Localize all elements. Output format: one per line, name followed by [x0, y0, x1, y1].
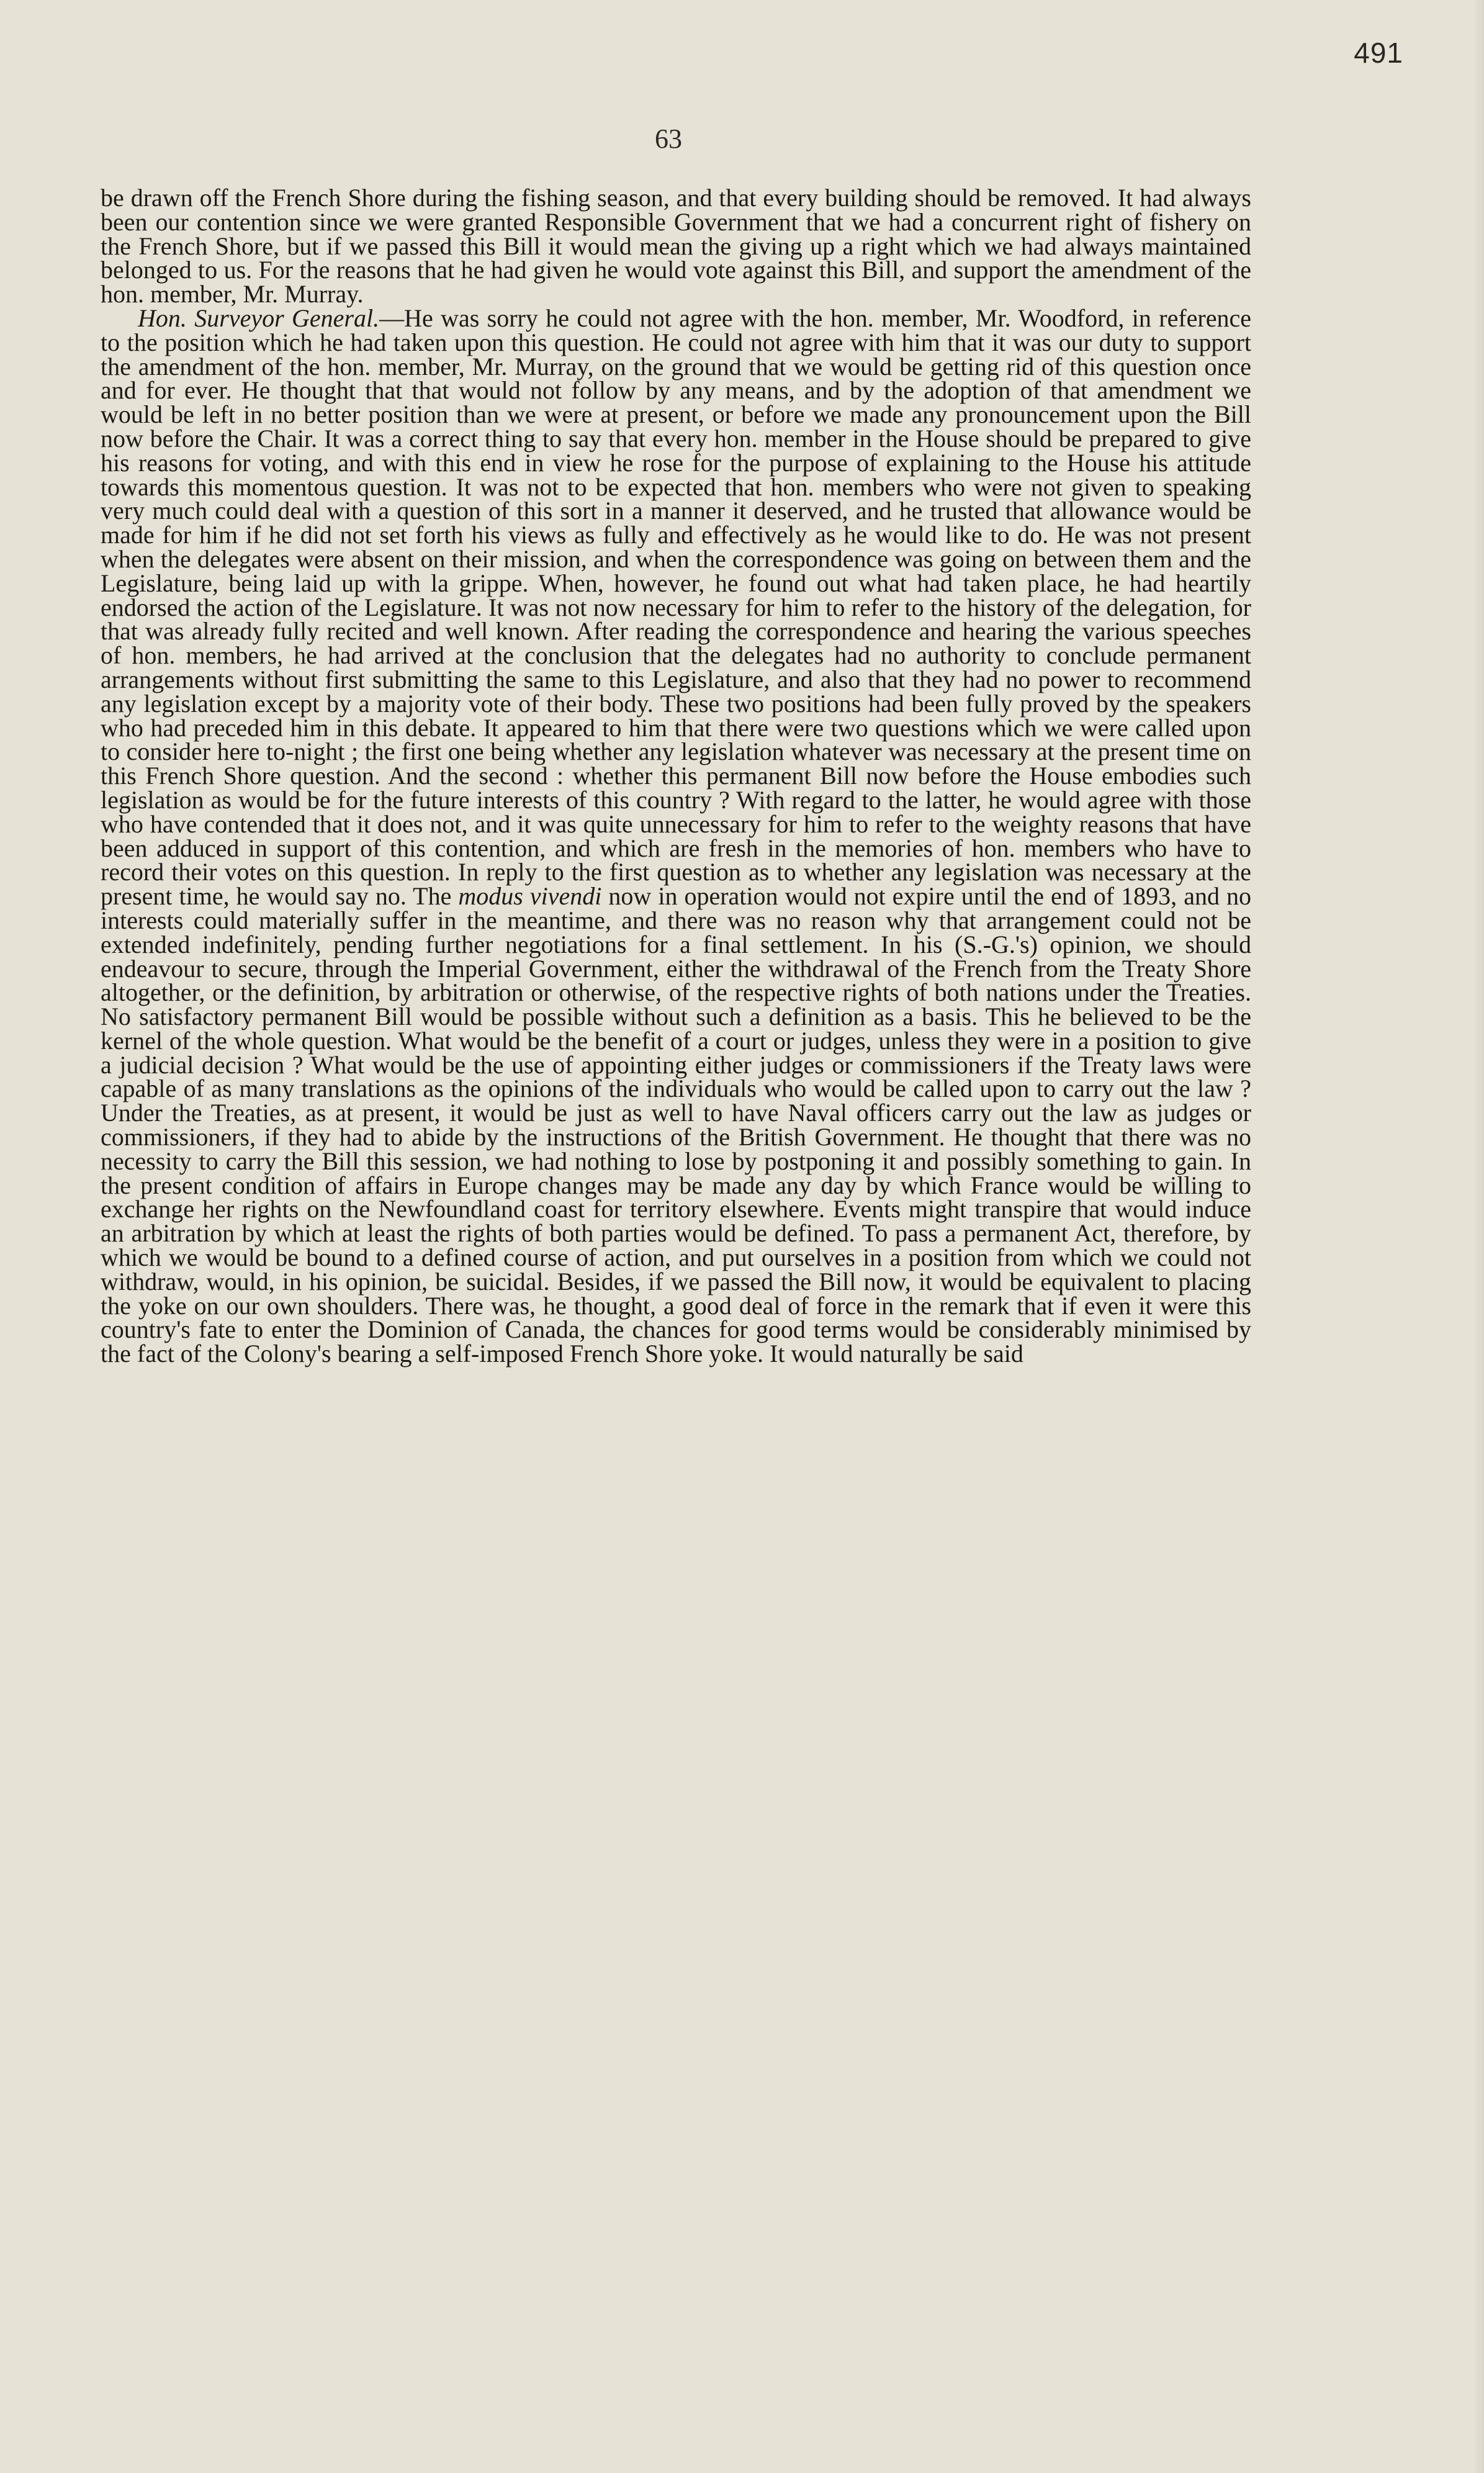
- page-number: 63: [655, 124, 682, 154]
- modus-vivendi-term: modus vivendi: [458, 882, 602, 911]
- page-edge-shadow: [1473, 0, 1484, 2473]
- paragraph-2-text-part-2: now in operation would not expire until the end of 1893, and no interests could materially suffer in the meantime, and there was no reason why that arrangement could not be extended indefinitely, pending further negotiations for a final settlement. In his (S.-G.'s) opinion, we should endeavour to secure, through the Imperial Government, either the withdrawal of the French from the Treaty Shore altogether, or the definition, by arbitration or otherwise, of the respective rights of both nations under the Treaties. No satisfactory permanent Bill would be possible without such a definition as a basis. This he believed to be the kernel of the whole question. What would be the benefit of a court or judges, unless they were in a position to give a judicial decision ? What would be the use of appointing either judges or commissioners if the Treaty laws were capable of as many translations as the opinions of the individuals who would be called upon to carry out the law ? Under the Treaties, as at present, it would be just as well to have Naval officers carry out the law as judges or commissioners, if they had to abide by the instructions of the British Government. He thought that there was no necessity to carry the Bill this session, we had nothing to lose by postponing it and possibly something to gain. In the present condition of affairs in Europe changes may be made any day by which France would be willing to exchange her rights on the Newfoundland coast for territory elsewhere. Events might transpire that would induce an arbitration by which at least the rights of both parties would be defined. To pass a permanent Act, therefore, by which we would be bound to a defined course of action, and put ourselves in a position from which we could not withdraw, would, in his opinion, be suicidal. Besides, if we passed the Bill now, it would be equivalent to placing the yoke on our own shoulders. There was, he thought, a good deal of force in the remark that if even it were this country's fate to enter the Dominion of Canada, the chances for good terms would be considerably minimised by the fact of the Colony's bearing a self-imposed French Shore yoke. It would naturally be said: [101, 882, 1251, 1368]
- paragraph-1: be drawn off the French Shore during the fishing season, and that every building should be removed. It had always been our contention since we were granted Responsible Government that we had a concurrent right of fishery on the French Shore, but if we passed this Bill it would mean the giving up a right which we had always maintained belonged to us. For the reasons that he had given he would vote against this Bill, and support the amendment of the hon. member, Mr. Murray.: [101, 184, 1251, 309]
- paragraph-2: [101, 304, 1252, 1368]
- document-body: [101, 186, 1251, 1366]
- archive-page-number: 491: [1354, 37, 1403, 69]
- speaker-name: Hon. Surveyor General.: [138, 304, 380, 332]
- paragraph-2-text-part-1: —He was sorry he could not agree with the hon. member, Mr. Woodford, in reference to the position which he had taken upon this question. He could not agree with him that it was our duty to support the amendment of the hon. member, Mr. Murray, on the ground that we would be getting rid of this question once and for ever. He thought that that would not follow by any means, and by the adoption of that amendment we would be left in no better position than we were at present, or before we made any pronouncement upon the Bill now before the Chair. It was a correct thing to say that every hon. member in the House should be prepared to give his reasons for voting, and with this end in view he rose for the purpose of explaining to the House his attitude towards this momentous question. It was not to be expected that hon. members who were not given to speaking very much could deal with a question of this sort in a manner it deserved, and he trusted that allowance would be made for him if he did not set forth his views as fully and effectively as he would like to do. He was not present when the delegates were absent on their mission, and when the correspondence was going on between them and the Legislature, being laid up with la grippe. When, however, he found out what had taken place, he had heartily endorsed the action of the Legislature. It was not now necessary for him to refer to the history of the delegation, for that was already fully recited and well known. After reading the correspondence and hearing the various speeches of hon. members, he had arrived at the conclusion that the delegates had no authority to conclude permanent arrangements without first submitting the same to this Legislature, and also that they had no power to recommend any legislation except by a majority vote of their body. These two positions had been fully proved by the speakers who had preceded him in this debate. It appeared to him that there were two questions which we were called upon to consider here to-night ; the first one being whether any legislation whatever was necessary at the present time on this French Shore question. And the second : whether this permanent Bill now before the House embodies such legislation as would be for the future interests of this country ? With regard to the latter, he would agree with those who have contended that it does not, and it was quite unnecessary for him to refer to the weighty reasons that have been adduced in support of this contention, and which are fresh in the memories of hon. members who have to record their votes on this question. In reply to the first question as to whether any legislation was necessary at the present time, he would say no. The: [101, 304, 1252, 911]
